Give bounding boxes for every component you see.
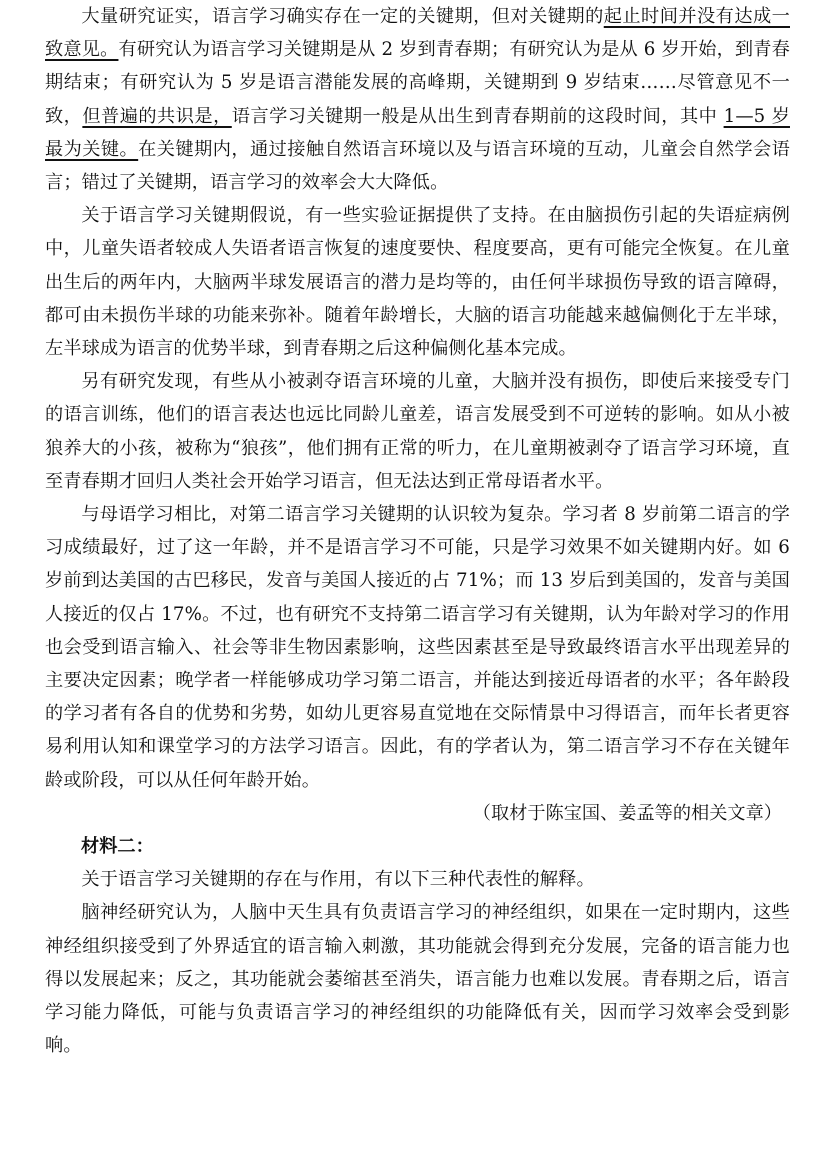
paragraph-1-part-1: 大量研究证实，语言学习确实存在一定的关键期，但对关键期的 xyxy=(81,6,604,27)
material-two-heading: 材料二： xyxy=(81,836,154,858)
paragraph-1-part-3: 语言学习关键期一般是从出生到青春期前的这段时间，其中 xyxy=(231,105,724,127)
underlined-phrase-2: 但普遍的共识是， xyxy=(82,105,232,127)
underlined-phrase-3: 1—5 岁最为关键。 xyxy=(45,105,790,160)
paragraph-1 xyxy=(45,0,790,199)
paragraph-6: 脑神经研究认为，人脑中天生具有负责语言学习的神经组织，如果在一定时期内，这些神经组织接受到了外界适宜的语言输入刺激，其功能就会得到充分发展，完备的语言能力也得以发展起来；反之，其功能就会萎缩甚至消失，语言能力也难以发展。青春期之后，语言学习能力降低，可能与负责语言学习的神经组织的功能降低有关，因而学习效率会受到影响。 xyxy=(45,902,790,1057)
document-page xyxy=(45,0,790,1063)
paragraph-2: 关于语言学习关键期假说，有一些实验证据提供了支持。在由脑损伤引起的失语症病例中，儿童失语者较成人失语者语言恢复的速度要快、程度要高，更有可能完全恢复。在儿童出生后的两年内，大脑两半球发展语言的潜力是均等的，由任何半球损伤导致的语言障碍，都可由未损伤半球的功能来弥补。随着年龄增长，大脑的语言功能越来越偏侧化于左半球，左半球成为语言的优势半球，到青春期之后这种偏侧化基本完成。 xyxy=(45,205,790,360)
source-citation: （取材于陈宝国、姜孟等的相关文章） xyxy=(472,802,782,824)
paragraph-4: 与母语学习相比，对第二语言学习关键期的认识较为复杂。学习者 8 岁前第二语言的学习成绩最好，过了这一年龄，并不是语言学习不可能，只是学习效果不如关键期内好。如 6 岁前到达美国的古巴移民，发音与美国人接近的占 71%；而 13 岁后到美国的，发音与美国人接近的仅占 17%。不过，也有研究不支持第二语言学习有关键期，认为年龄对学习的作用也会受到语言输入、社会等非生物因素影响，这些因素甚至是导致最终语言水平出现差异的主要决定因素；晚学者一样能够成功学习第二语言，并能达到接近母语者的水平；各年龄段的学习者有各自的优势和劣势，如幼儿更容易直觉地在交际情景中习得语言，而年长者更容易利用认知和课堂学习的方法学习语言。因此，有的学者认为，第二语言学习不存在关键年龄或阶段，可以从任何年龄开始。 xyxy=(45,504,790,791)
paragraph-1-part-2: 有研究认为语言学习关键期是从 2 岁到青春期；有研究认为是从 6 岁开始，到青春期结束；有研究认为 5 岁是语言潜能发展的高峰期，关键期到 9 岁结束……尽管意见不一致， xyxy=(45,39,790,127)
paragraph-1-part-4: 在关键期内，通过接触自然语言环境以及与语言环境的互动，儿童会自然学会语言；错过了关键期，语言学习的效率会大大降低。 xyxy=(45,138,790,194)
paragraph-3: 另有研究发现，有些从小被剥夺语言环境的儿童，大脑并没有损伤，即使后来接受专门的语言训练，他们的语言表达也远比同龄儿童差，语言发展受到不可逆转的影响。如从小被狼养大的小孩，被称为“狼孩”，他们拥有正常的听力，在儿童期被剥夺了语言学习环境，直至青春期才回归人类社会开始学习语言，但无法达到正常母语者水平。 xyxy=(45,371,790,492)
paragraph-5: 关于语言学习关键期的存在与作用，有以下三种代表性的解释。 xyxy=(81,869,595,891)
underlined-phrase-1: 起止时间并没有达成一致意见。 xyxy=(45,6,790,61)
